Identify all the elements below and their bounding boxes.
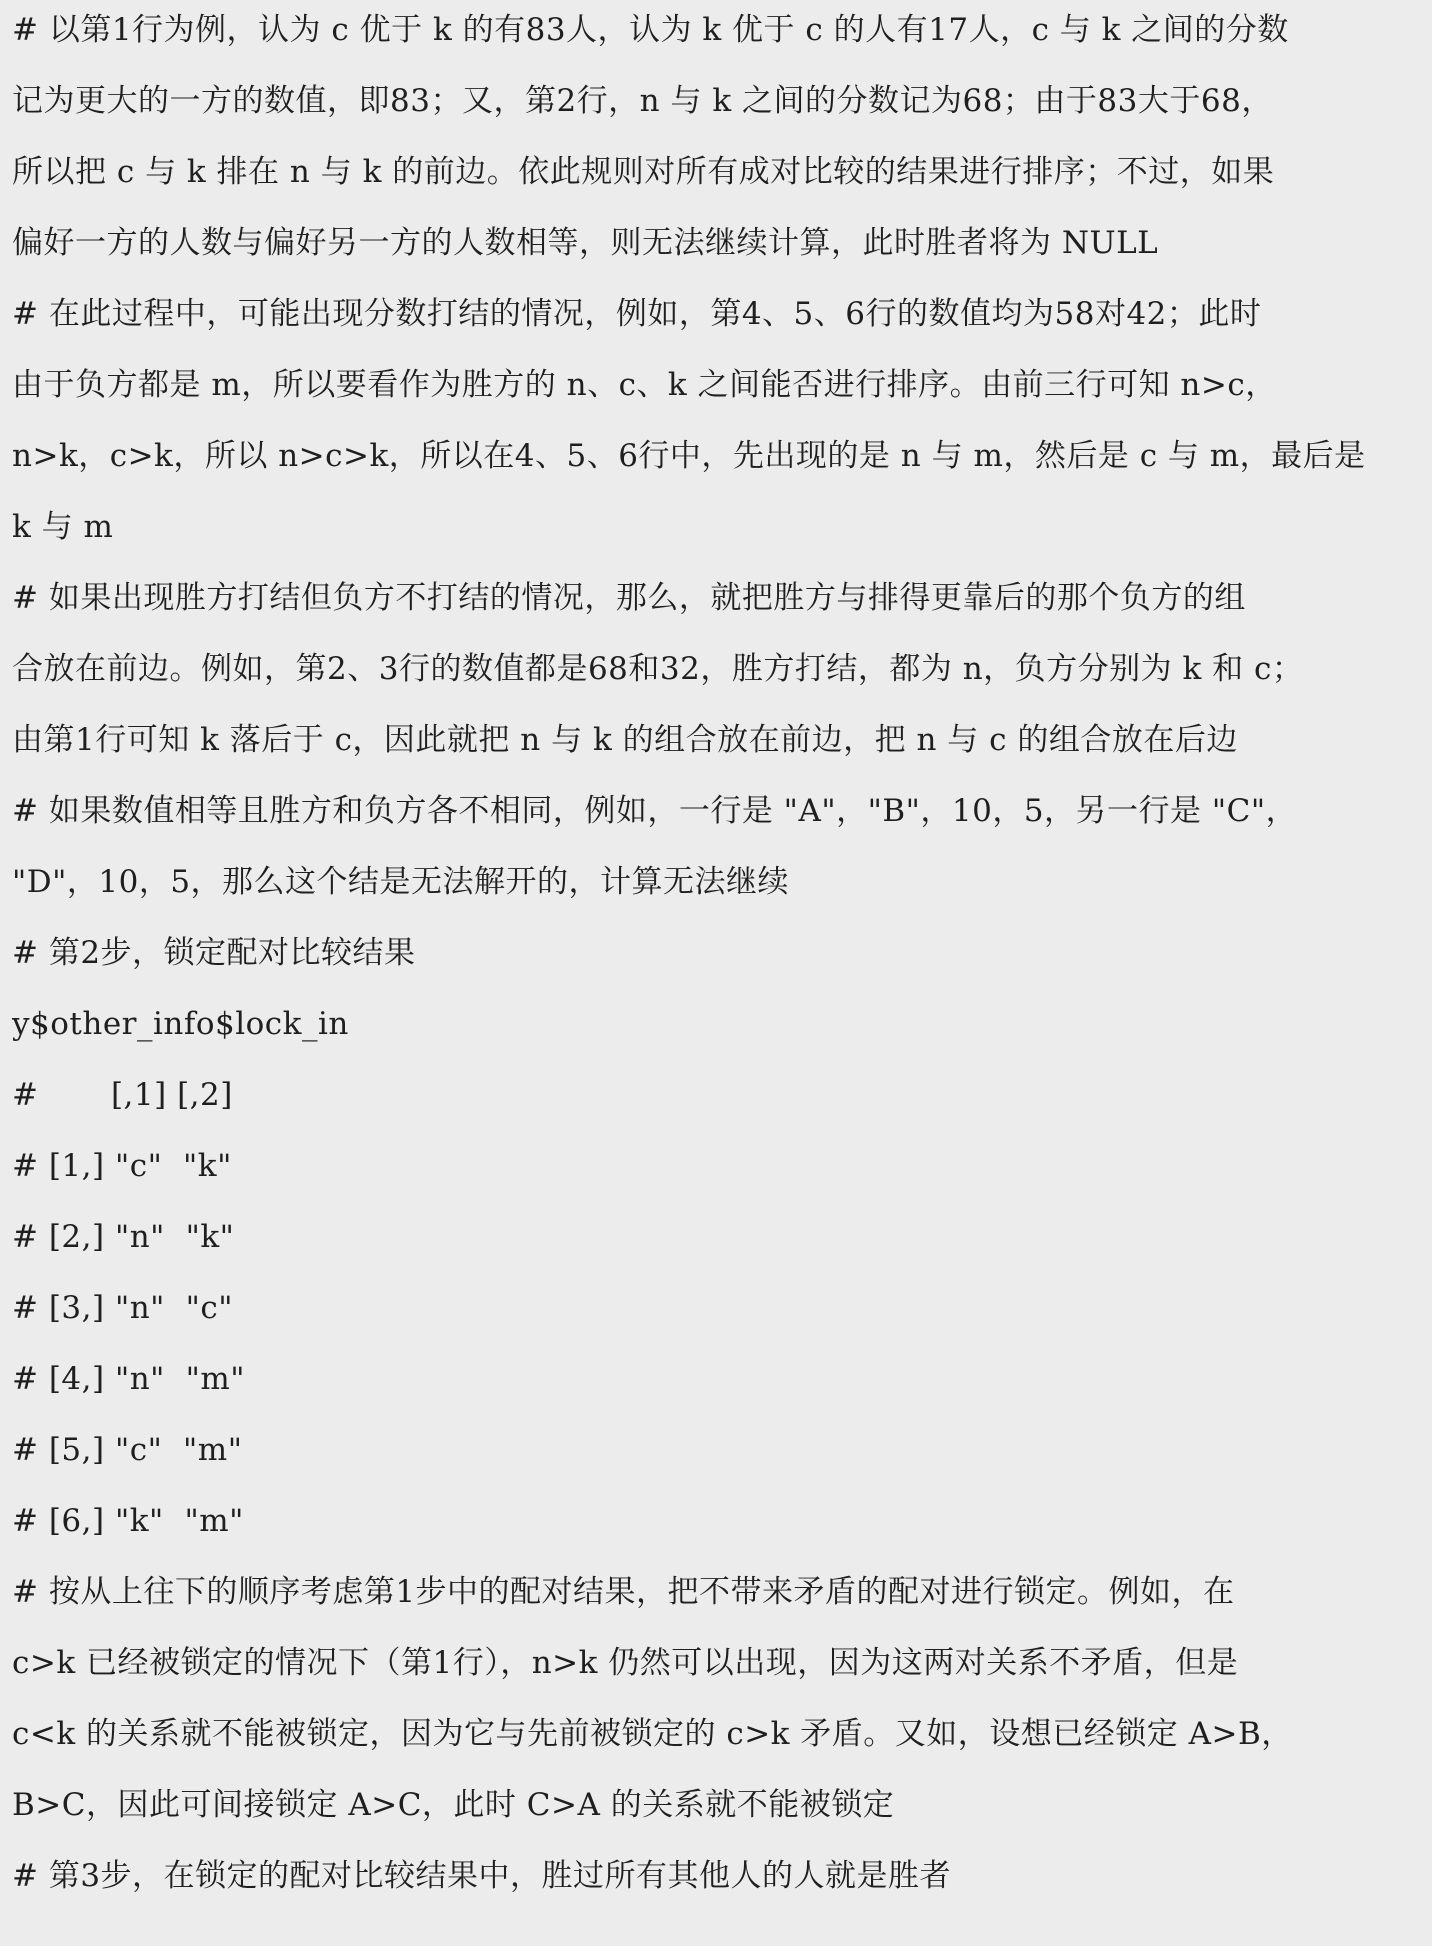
code-line: 由于负方都是 m，所以要看作为胜方的 n、c、k 之间能否进行排序。由前三行可知 n>c， <box>12 367 1277 403</box>
code-line: k 与 m <box>12 509 114 545</box>
code-line: # 以第1行为例，认为 c 优于 k 的有83人，认为 k 优于 c 的人有17人，c 与 k 之间的分数 <box>12 12 1289 48</box>
code-line: # [4,] "n" "m" <box>12 1361 246 1397</box>
code-line: # [3,] "n" "c" <box>12 1290 234 1326</box>
code-line: # 第3步，在锁定的配对比较结果中，胜过所有其他人的人就是胜者 <box>12 1858 952 1894</box>
code-line: y$other_info$lock_in <box>12 1006 349 1042</box>
code-line: # [6,] "k" "m" <box>12 1503 244 1539</box>
code-line: # 第2步，锁定配对比较结果 <box>12 935 416 971</box>
code-line: 记为更大的一方的数值，即83；又，第2行，n 与 k 之间的分数记为68；由于83大于68， <box>12 83 1273 119</box>
code-line: n>k，c>k，所以 n>c>k，所以在4、5、6行中，先出现的是 n 与 m，然后是 c 与 m，最后是 <box>12 438 1366 474</box>
code-line: # 如果数值相等且胜方和负方各不相同，例如，一行是 "A"，"B"，10，5，另一行是 "C"， <box>12 793 1298 829</box>
code-line: c<k 的关系就不能被锁定，因为它与先前被锁定的 c>k 矛盾。又如，设想已经锁定 A>B， <box>12 1716 1293 1752</box>
code-line: # [,1] [,2] <box>12 1077 233 1113</box>
code-line: B>C，因此可间接锁定 A>C，此时 C>A 的关系就不能被锁定 <box>12 1787 895 1823</box>
code-line: # 按从上往下的顺序考虑第1步中的配对结果，把不带来矛盾的配对进行锁定。例如，在 <box>12 1574 1235 1610</box>
code-line: 所以把 c 与 k 排在 n 与 k 的前边。依此规则对所有成对比较的结果进行排序；不过，如果 <box>12 154 1275 190</box>
code-line: c>k 已经被锁定的情况下（第1行），n>k 仍然可以出现，因为这两对关系不矛盾，但是 <box>12 1645 1239 1681</box>
code-line: 偏好一方的人数与偏好另一方的人数相等，则无法继续计算，此时胜者将为 NULL <box>12 225 1159 261</box>
code-line: # [2,] "n" "k" <box>12 1219 235 1255</box>
code-line: # 如果出现胜方打结但负方不打结的情况，那么，就把胜方与排得更靠后的那个负方的组 <box>12 580 1246 616</box>
code-line: # [1,] "c" "k" <box>12 1148 232 1184</box>
code-line: "D"，10，5，那么这个结是无法解开的，计算无法继续 <box>12 864 790 900</box>
code-line: # 在此过程中，可能出现分数打结的情况，例如，第4、5、6行的数值均为58对42；此时 <box>12 296 1262 332</box>
code-line: # [5,] "c" "m" <box>12 1432 243 1468</box>
code-line: 合放在前边。例如，第2、3行的数值都是68和32，胜方打结，都为 n，负方分别为 k 和 c； <box>12 651 1304 687</box>
code-line: 由第1行可知 k 落后于 c，因此就把 n 与 k 的组合放在前边，把 n 与 c 的组合放在后边 <box>12 722 1238 758</box>
